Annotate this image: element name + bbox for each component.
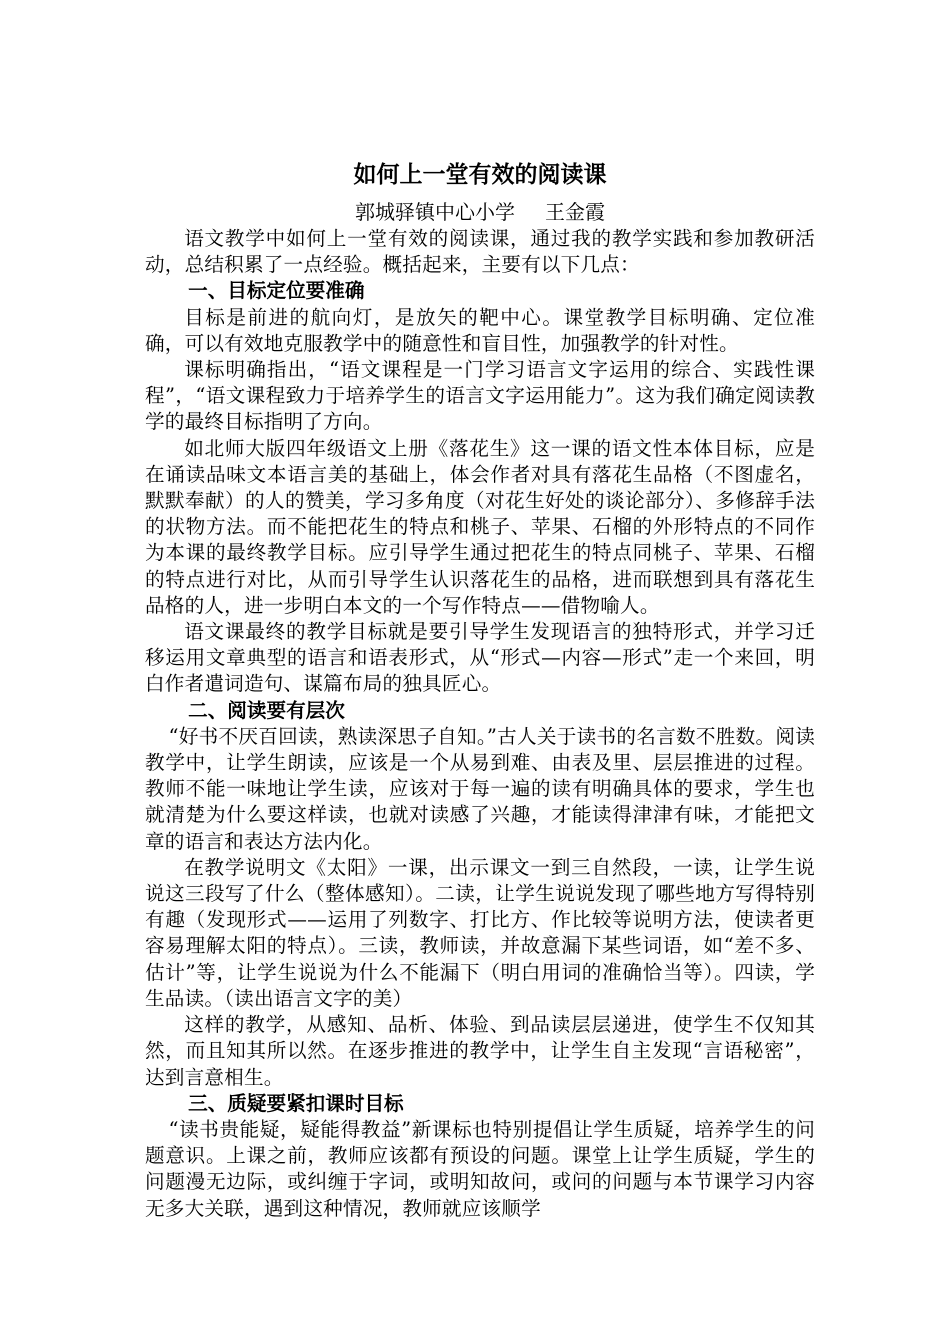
paragraph: 在教学说明文《太阳》一课，出示课文一到三自然段，一读，让学生说说这三段写了什么（整体感知）。二读，让学生说说发现了哪些地方写得特别有趣（发现形式——运用了列数字、打比方、作比较等说明方法，使读者更容易理解太阳的特点）。三读，教师读，并故意漏下某些词语，如“差不多、估计”等，让学生说说为什么不能漏下（明白用词的准确恰当等）。四读，学生品读。（读出语言文字的美）: [145, 855, 815, 1010]
paragraph: 语文课最终的教学目标就是要引导学生发现语言的独特形式，并学习迁移运用文章典型的语言和语表形式，从“形式—内容—形式”走一个来回，明白作者遣词造句、谋篇布局的独具匠心。: [145, 620, 815, 696]
section-2: [145, 698, 815, 1091]
byline: [145, 198, 815, 226]
section-heading: 一、目标定位要准确: [188, 279, 365, 303]
paragraph: 这样的教学，从感知、品析、体验、到品读层层递进，使学生不仅知其然，而且知其所以然。在逐步推进的教学中，让学生自主发现“言语秘密”，达到言意相生。: [145, 1013, 815, 1089]
paragraph: “好书不厌百回读，熟读深思子自知。”古人关于读书的名言数不胜数。阅读教学中，让学生朗读，应该是一个从易到难、由表及里、层层推进的过程。教师不能一味地让学生读，应该对于每一遍的读有明确具体的要求，学生也就清楚为什么要这样读，也就对读感了兴趣，才能读得津津有味，才能把文章的语言和表达方法内化。: [145, 724, 815, 853]
paragraph: “读书贵能疑，疑能得教益”新课标也特别提倡让学生质疑，培养学生的问题意识。上课之前，教师应该都有预设的问题。课堂上让学生质疑，学生的问题漫无边际，或纠缠于字词，或明知故问，或问的问题与本节课学习内容无多大关联，遇到这种情况，教师就应该顺学: [145, 1117, 815, 1220]
intro-paragraph: 语文教学中如何上一堂有效的阅读课，通过我的教学实践和参加教研活动，总结积累了一点经验。概括起来，主要有以下几点：: [145, 227, 815, 277]
paragraph: 如北师大版四年级语文上册《落花生》这一课的语文性本体目标，应是在诵读品味文本语言美的基础上，体会作者对具有落花生品格（不图虚名，默默奉献）的人的赞美，学习多角度（对花生好处的谈论部分）、多修辞手法的状物方法。而不能把花生的特点和桃子、苹果、石榴的外形特点的不同作为本课的最终教学目标。应引导学生通过把花生的特点同桃子、苹果、石榴的特点进行对比，从而引导学生认识落花生的品格，进而联想到具有落花生品格的人，进一步明白本文的一个写作特点——借物喻人。: [145, 436, 815, 617]
section-3: [145, 1091, 815, 1222]
section-heading: 二、阅读要有层次: [188, 698, 345, 722]
school-name: 郭城驿镇中心小学: [355, 200, 515, 224]
document-body: [145, 158, 815, 1222]
section-heading: 三、质疑要紧扣课时目标: [188, 1091, 404, 1115]
page-title: 如何上一堂有效的阅读课: [353, 162, 607, 188]
section-1: [145, 278, 815, 697]
paragraph: 目标是前进的航向灯，是放矢的靶中心。课堂教学目标明确、定位准确，可以有效地克服教学中的随意性和盲目性，加强教学的针对性。: [145, 305, 815, 355]
paragraph: 课标明确指出，“语文课程是一门学习语言文字运用的综合、实践性课程”，“语文课程致力于培养学生的语言文字运用能力”。这为我们确定阅读教学的最终目标指明了方向。: [145, 358, 815, 434]
author-name: 王金霞: [545, 200, 605, 224]
